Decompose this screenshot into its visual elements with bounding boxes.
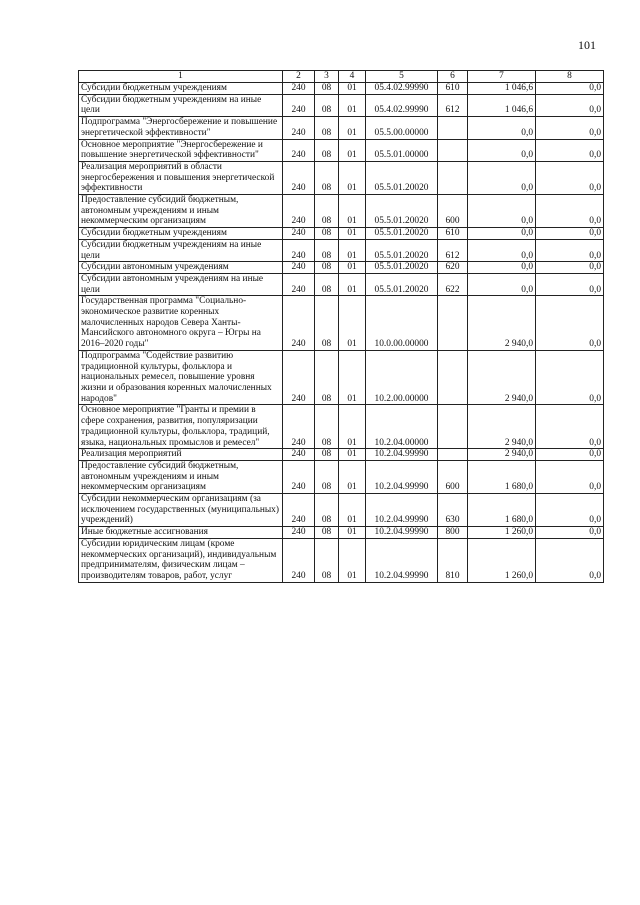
ministry-code-cell: 240 xyxy=(283,350,315,405)
expense-type-cell: 630 xyxy=(438,494,468,527)
amount-federal-cell: 0,0 xyxy=(536,538,604,582)
subsection-code-cell: 01 xyxy=(339,228,366,240)
subsection-code-cell: 01 xyxy=(339,161,366,194)
ministry-code-cell: 240 xyxy=(283,239,315,261)
expense-type-cell: 610 xyxy=(438,83,468,95)
table-row xyxy=(79,117,604,139)
item-name-cell: Предоставление субсидий бюджетным, автономным учреждениям и иным некоммерческим организациям xyxy=(79,460,283,493)
section-code-cell: 08 xyxy=(315,239,339,261)
target-article-cell: 10.2.04.99990 xyxy=(366,460,438,493)
target-article-cell: 05.5.01.20020 xyxy=(366,262,438,274)
column-header: 3 xyxy=(315,71,339,83)
column-header: 6 xyxy=(438,71,468,83)
section-code-cell: 08 xyxy=(315,460,339,493)
column-header: 1 xyxy=(79,71,283,83)
table-header-row xyxy=(79,71,604,83)
amount-federal-cell: 0,0 xyxy=(536,83,604,95)
table-row xyxy=(79,494,604,527)
item-name-cell: Предоставление субсидий бюджетным, автономным учреждениям и иным некоммерческим организациям xyxy=(79,195,283,228)
table-row xyxy=(79,161,604,194)
section-code-cell: 08 xyxy=(315,296,339,351)
subsection-code-cell: 01 xyxy=(339,527,366,539)
target-article-cell: 05.5.00.00000 xyxy=(366,117,438,139)
item-name-cell: Субсидии бюджетным учреждениям xyxy=(79,83,283,95)
item-name-cell: Иные бюджетные ассигнования xyxy=(79,527,283,539)
target-article-cell: 10.2.04.00000 xyxy=(366,405,438,449)
amount-federal-cell: 0,0 xyxy=(536,527,604,539)
subsection-code-cell: 01 xyxy=(339,350,366,405)
amount-cell: 0,0 xyxy=(468,139,536,161)
subsection-code-cell: 01 xyxy=(339,83,366,95)
column-header: 4 xyxy=(339,71,366,83)
amount-cell: 2 940,0 xyxy=(468,296,536,351)
expense-type-cell: 612 xyxy=(438,94,468,116)
subsection-code-cell: 01 xyxy=(339,262,366,274)
item-name-cell: Государственная программа "Социально-экономическое развитие коренных малочисленных народов Севера Ханты-Мансийского автономного округа – Югры на 2016–2020 годы" xyxy=(79,296,283,351)
item-name-cell: Реализация мероприятий в области энергосбережения и повышения энергетической эффективности xyxy=(79,161,283,194)
table-row xyxy=(79,83,604,95)
subsection-code-cell: 01 xyxy=(339,273,366,295)
ministry-code-cell: 240 xyxy=(283,228,315,240)
section-code-cell: 08 xyxy=(315,405,339,449)
subsection-code-cell: 01 xyxy=(339,296,366,351)
table-row xyxy=(79,405,604,449)
item-name-cell: Субсидии автономным учреждениям xyxy=(79,262,283,274)
ministry-code-cell: 240 xyxy=(283,296,315,351)
item-name-cell: Основное мероприятие "Энергосбережение и повышение энергетической эффективности" xyxy=(79,139,283,161)
section-code-cell: 08 xyxy=(315,228,339,240)
item-name-cell: Субсидии бюджетным учреждениям на иные цели xyxy=(79,94,283,116)
section-code-cell: 08 xyxy=(315,350,339,405)
table-row xyxy=(79,273,604,295)
section-code-cell: 08 xyxy=(315,527,339,539)
target-article-cell: 05.4.02.99990 xyxy=(366,94,438,116)
amount-federal-cell: 0,0 xyxy=(536,239,604,261)
table-row xyxy=(79,538,604,582)
target-article-cell: 05.5.01.20020 xyxy=(366,228,438,240)
section-code-cell: 08 xyxy=(315,494,339,527)
target-article-cell: 10.2.04.99990 xyxy=(366,494,438,527)
budget-table xyxy=(78,70,604,583)
amount-cell: 2 940,0 xyxy=(468,449,536,461)
target-article-cell: 05.5.01.20020 xyxy=(366,273,438,295)
target-article-cell: 10.2.00.00000 xyxy=(366,350,438,405)
column-header: 7 xyxy=(468,71,536,83)
section-code-cell: 08 xyxy=(315,117,339,139)
amount-cell: 0,0 xyxy=(468,161,536,194)
subsection-code-cell: 01 xyxy=(339,139,366,161)
ministry-code-cell: 240 xyxy=(283,494,315,527)
item-name-cell: Субсидии автономным учреждениям на иные цели xyxy=(79,273,283,295)
expense-type-cell: 800 xyxy=(438,527,468,539)
table-row xyxy=(79,262,604,274)
expense-type-cell: 610 xyxy=(438,228,468,240)
amount-federal-cell: 0,0 xyxy=(536,161,604,194)
table-row xyxy=(79,139,604,161)
section-code-cell: 08 xyxy=(315,273,339,295)
amount-federal-cell: 0,0 xyxy=(536,94,604,116)
subsection-code-cell: 01 xyxy=(339,94,366,116)
expense-type-cell: 622 xyxy=(438,273,468,295)
target-article-cell: 05.5.01.20020 xyxy=(366,239,438,261)
subsection-code-cell: 01 xyxy=(339,538,366,582)
amount-cell: 1 046,6 xyxy=(468,94,536,116)
section-code-cell: 08 xyxy=(315,94,339,116)
amount-federal-cell: 0,0 xyxy=(536,296,604,351)
ministry-code-cell: 240 xyxy=(283,449,315,461)
subsection-code-cell: 01 xyxy=(339,117,366,139)
section-code-cell: 08 xyxy=(315,449,339,461)
ministry-code-cell: 240 xyxy=(283,527,315,539)
amount-federal-cell: 0,0 xyxy=(536,405,604,449)
amount-cell: 1 680,0 xyxy=(468,494,536,527)
amount-cell: 0,0 xyxy=(468,228,536,240)
target-article-cell: 05.5.01.00000 xyxy=(366,139,438,161)
subsection-code-cell: 01 xyxy=(339,494,366,527)
amount-federal-cell: 0,0 xyxy=(536,117,604,139)
ministry-code-cell: 240 xyxy=(283,161,315,194)
subsection-code-cell: 01 xyxy=(339,460,366,493)
expense-type-cell xyxy=(438,161,468,194)
amount-federal-cell: 0,0 xyxy=(536,228,604,240)
section-code-cell: 08 xyxy=(315,262,339,274)
amount-cell: 2 940,0 xyxy=(468,405,536,449)
amount-cell: 0,0 xyxy=(468,239,536,261)
amount-federal-cell: 0,0 xyxy=(536,460,604,493)
ministry-code-cell: 240 xyxy=(283,460,315,493)
ministry-code-cell: 240 xyxy=(283,117,315,139)
item-name-cell: Подпрограмма "Содействие развитию традиционной культуры, фольклора и национальных ремесел, повышение уровня жизни и образования коренных малочисленных народов" xyxy=(79,350,283,405)
ministry-code-cell: 240 xyxy=(283,262,315,274)
target-article-cell: 10.2.04.99990 xyxy=(366,538,438,582)
table-row xyxy=(79,228,604,240)
amount-federal-cell: 0,0 xyxy=(536,350,604,405)
expense-type-cell xyxy=(438,139,468,161)
amount-cell: 0,0 xyxy=(468,117,536,139)
subsection-code-cell: 01 xyxy=(339,195,366,228)
table-row xyxy=(79,527,604,539)
target-article-cell: 10.2.04.99990 xyxy=(366,449,438,461)
table-row xyxy=(79,350,604,405)
amount-federal-cell: 0,0 xyxy=(536,139,604,161)
table-row xyxy=(79,460,604,493)
section-code-cell: 08 xyxy=(315,83,339,95)
target-article-cell: 05.4.02.99990 xyxy=(366,83,438,95)
amount-cell: 0,0 xyxy=(468,273,536,295)
ministry-code-cell: 240 xyxy=(283,405,315,449)
amount-federal-cell: 0,0 xyxy=(536,273,604,295)
item-name-cell: Реализация мероприятий xyxy=(79,449,283,461)
amount-cell: 1 260,0 xyxy=(468,527,536,539)
item-name-cell: Основное мероприятие "Гранты и премии в сфере сохранения, развития, популяризации традиционной культуры, фольклора, традиций, языка, национальных промыслов и ремесел" xyxy=(79,405,283,449)
column-header: 5 xyxy=(366,71,438,83)
amount-cell: 1 260,0 xyxy=(468,538,536,582)
target-article-cell: 05.5.01.20020 xyxy=(366,161,438,194)
amount-cell: 1 680,0 xyxy=(468,460,536,493)
amount-federal-cell: 0,0 xyxy=(536,262,604,274)
target-article-cell: 10.0.00.00000 xyxy=(366,296,438,351)
ministry-code-cell: 240 xyxy=(283,538,315,582)
subsection-code-cell: 01 xyxy=(339,449,366,461)
expense-type-cell xyxy=(438,117,468,139)
section-code-cell: 08 xyxy=(315,161,339,194)
amount-cell: 0,0 xyxy=(468,195,536,228)
page-number: 101 xyxy=(578,38,596,52)
amount-cell: 0,0 xyxy=(468,262,536,274)
table-row xyxy=(79,239,604,261)
target-article-cell: 10.2.04.99990 xyxy=(366,527,438,539)
amount-federal-cell: 0,0 xyxy=(536,494,604,527)
section-code-cell: 08 xyxy=(315,195,339,228)
section-code-cell: 08 xyxy=(315,538,339,582)
expense-type-cell: 810 xyxy=(438,538,468,582)
amount-cell: 2 940,0 xyxy=(468,350,536,405)
expense-type-cell: 612 xyxy=(438,239,468,261)
ministry-code-cell: 240 xyxy=(283,273,315,295)
item-name-cell: Субсидии бюджетным учреждениям xyxy=(79,228,283,240)
table-row xyxy=(79,449,604,461)
item-name-cell: Субсидии юридическим лицам (кроме некоммерческих организаций), индивидуальным предпринимателям, физическим лицам – производителям товаров, работ, услуг xyxy=(79,538,283,582)
table-row xyxy=(79,94,604,116)
subsection-code-cell: 01 xyxy=(339,405,366,449)
ministry-code-cell: 240 xyxy=(283,94,315,116)
expense-type-cell xyxy=(438,405,468,449)
table-row xyxy=(79,296,604,351)
column-header: 2 xyxy=(283,71,315,83)
column-header: 8 xyxy=(536,71,604,83)
amount-federal-cell: 0,0 xyxy=(536,449,604,461)
expense-type-cell: 600 xyxy=(438,460,468,493)
table-row xyxy=(79,195,604,228)
ministry-code-cell: 240 xyxy=(283,139,315,161)
amount-cell: 1 046,6 xyxy=(468,83,536,95)
item-name-cell: Субсидии бюджетным учреждениям на иные цели xyxy=(79,239,283,261)
expense-type-cell xyxy=(438,350,468,405)
expense-type-cell: 620 xyxy=(438,262,468,274)
expense-type-cell: 600 xyxy=(438,195,468,228)
expense-type-cell xyxy=(438,449,468,461)
ministry-code-cell: 240 xyxy=(283,195,315,228)
item-name-cell: Подпрограмма "Энергосбережение и повышение энергетической эффективности" xyxy=(79,117,283,139)
item-name-cell: Субсидии некоммерческим организациям (за исключением государственных (муниципальных) учреждений) xyxy=(79,494,283,527)
section-code-cell: 08 xyxy=(315,139,339,161)
target-article-cell: 05.5.01.20020 xyxy=(366,195,438,228)
amount-federal-cell: 0,0 xyxy=(536,195,604,228)
ministry-code-cell: 240 xyxy=(283,83,315,95)
expense-type-cell xyxy=(438,296,468,351)
subsection-code-cell: 01 xyxy=(339,239,366,261)
